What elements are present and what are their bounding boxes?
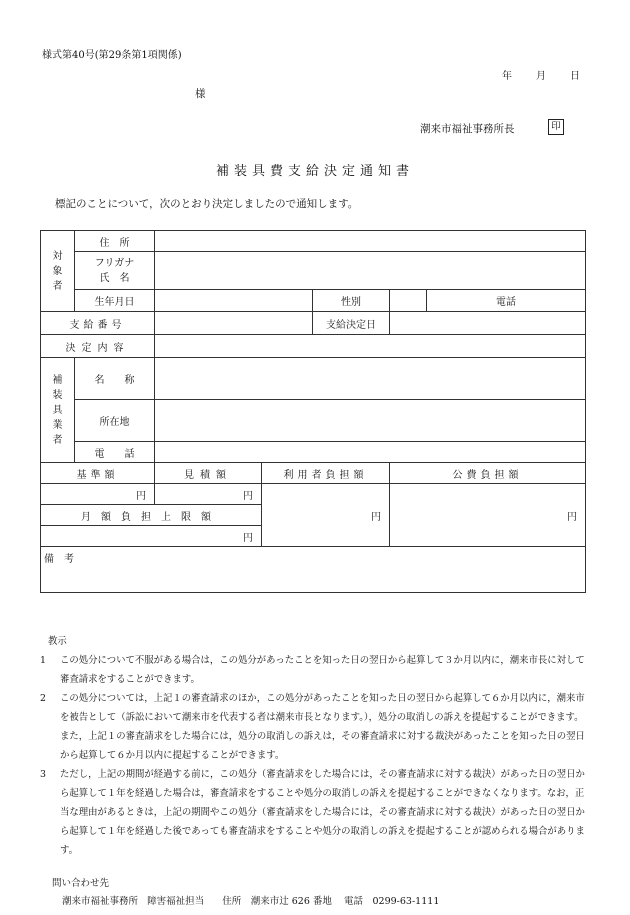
issuer: 潮来市福祉事務所長 xyxy=(420,123,515,135)
addressee-suffix: 様 xyxy=(195,88,206,100)
decision-date-label: 支給決定日 xyxy=(313,312,390,335)
seal-mark: 印 xyxy=(548,119,564,135)
decision-content-value xyxy=(155,335,586,358)
intro-text: 標記のことについて，次のとおり決定しましたので通知します。 xyxy=(55,198,359,210)
form-number: 様式第40号(第29条第1項関係) xyxy=(42,50,182,61)
instruction-text: この処分については，上記１の審査請求のほか，この処分があったことを知った日の翌日から起算して６か月以内に，潮来市を被告として（訴訟において潮来市を代表する者は潮来市長となります。），処分の取消しの訴えを提起することができます。また，上記１の審査請求をした場合には，処分の取消しの訴えは，その審査請求に対する裁決があったことを知った日の翌日から起算して６か月以内に提起することができます。 xyxy=(60,693,585,761)
instruction-number: 1 xyxy=(40,655,46,666)
instructions xyxy=(40,632,592,860)
monthly-cap-value: 円 xyxy=(41,526,262,547)
vendor-name-value xyxy=(155,358,586,400)
instructions-heading: 教示 xyxy=(48,636,67,647)
birthdate-value xyxy=(155,290,313,312)
user-burden-value: 円 xyxy=(262,484,390,547)
contact-section: 障害福祉担当 xyxy=(147,896,205,907)
base-amount-label: 基準額 xyxy=(41,463,155,484)
contact-info xyxy=(52,875,439,911)
contact-office: 潮来市福祉事務所 xyxy=(62,896,139,907)
estimate-amount-value: 円 xyxy=(155,484,262,505)
vendor-location-value xyxy=(155,400,586,442)
decision-form-table xyxy=(40,230,586,593)
payment-number-label: 支給番号 xyxy=(41,312,155,335)
contact-heading: 問い合わせ先 xyxy=(52,878,110,889)
vendor-phone-value xyxy=(155,442,586,463)
instruction-text: この処分について不服がある場合は，この処分があったことを知った日の翌日から起算して３か月以内に，潮来市長に対して審査請求をすることができます。 xyxy=(60,655,585,685)
address-label: 住 所 xyxy=(75,231,155,252)
name-label: 氏 名 xyxy=(99,272,130,284)
decision-date-value xyxy=(390,312,586,335)
remarks-cell xyxy=(41,547,586,593)
vendor-phone-label: 電 話 xyxy=(75,442,155,463)
public-burden-label: 公費負担額 xyxy=(390,463,586,484)
contact-phone: 電話 0299-63-1111 xyxy=(344,896,440,907)
user-burden-label: 利用者負担額 xyxy=(262,463,390,484)
date-line xyxy=(502,67,580,82)
instruction-item xyxy=(40,651,592,689)
payment-number-value xyxy=(155,312,313,335)
phone-label: 電話 xyxy=(427,290,586,312)
estimate-amount-label: 見積額 xyxy=(155,463,262,484)
instruction-number: 2 xyxy=(40,693,46,704)
vendor-label: 補装具業者 xyxy=(41,358,75,463)
instruction-text: ただし，上記の期間が経過する前に，この処分（審査請求をした場合には，その審査請求に対する裁決）があった日の翌日から起算して１年を経過した場合は，審査請求をすることや処分の取消しの訴えを提起することができなくなります。なお，正当な理由があるときは，上記の期間やこの処分（審査請求をした場合には，その審査請求に対する裁決）があった日の翌日から起算して１年を経過した後であっても審査請求をすることや処分の取消しの訴えを提起することが認められる場合があります。 xyxy=(60,769,585,856)
subject-label: 対象者 xyxy=(41,231,75,312)
decision-content-label: 決定内容 xyxy=(41,335,155,358)
date-year-label: 年 xyxy=(502,71,512,82)
vendor-name-label: 名 称 xyxy=(75,358,155,400)
base-amount-value: 円 xyxy=(41,484,155,505)
address-value xyxy=(155,231,586,252)
name-value xyxy=(155,252,586,290)
public-burden-value: 円 xyxy=(390,484,586,547)
document-title: 補装具費支給決定通知書 xyxy=(215,164,414,179)
gender-value xyxy=(390,290,427,312)
instruction-number: 3 xyxy=(40,769,46,780)
contact-address: 住所 潮来市辻 626 番地 xyxy=(222,896,332,907)
date-day-label: 日 xyxy=(570,71,580,82)
instruction-item xyxy=(40,689,592,765)
gender-label: 性別 xyxy=(313,290,390,312)
birthdate-label: 生年月日 xyxy=(75,290,155,312)
monthly-cap-label: 月額負担上限額 xyxy=(41,505,262,526)
furigana-label: フリガナ xyxy=(94,257,135,269)
vendor-location-label: 所在地 xyxy=(75,400,155,442)
remarks-label: 備 考 xyxy=(44,554,74,565)
furigana-name-label xyxy=(75,252,155,290)
instruction-item xyxy=(40,765,592,860)
contact-details xyxy=(52,893,439,911)
date-month-label: 月 xyxy=(536,71,546,82)
